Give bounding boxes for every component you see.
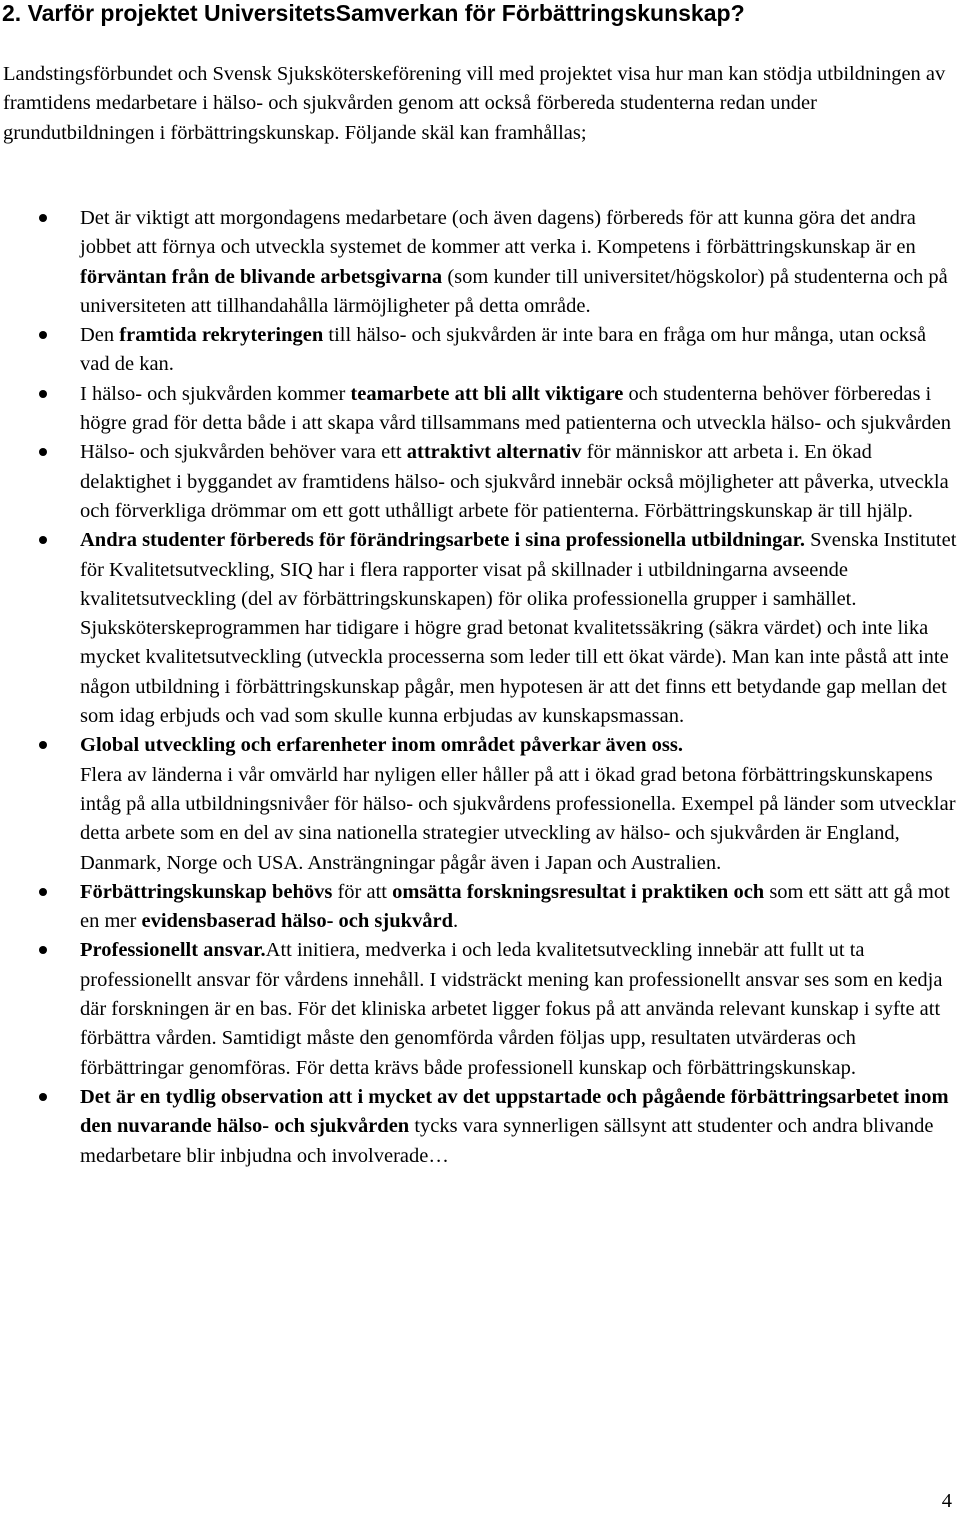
bullet-icon	[39, 946, 47, 954]
list-item: Det är en tydlig observation att i mycket av det uppstartade och pågående förbättringsarbetet inom den nuvarande hälso- och sjukvården tycks vara synnerligen sällsynt att studenter och andra blivande medarbetare blir inbjudna och involverade…	[0, 1083, 960, 1171]
intro-paragraph: Landstingsförbundet och Svensk Sjuksköterskeförening vill med projektet visa hur man kan stödja utbildningen av framtidens medarbetare i hälso- och sjukvården genom att också förbereda studenterna redan under grundutbildningen i förbättringskunskap. Följande skäl kan framhållas;	[3, 63, 946, 144]
list-item: Professionellt ansvar.Att initiera, medverka i och leda kvalitetsutveckling innebär att fullt ut ta professionellt ansvar för vårdens innehåll. I vidsträckt mening kan professionellt ansvar ses som en kedja där forskningen är en bas. För det kliniska arbetet ligger fokus på att använda relevant kunskap i syfte att förbättra vården. Samtidigt måste den genomförda vården följas upp, resultaten utvärderas och förbättringar genomföras. För detta krävs både professionell kunskap och förbättringskunskap.	[0, 936, 960, 1082]
bullet-icon	[39, 536, 47, 544]
list-item: Andra studenter förbereds för förändringsarbete i sina professionella utbildningar. Svenska Institutet för Kvalitetsutveckling, SIQ har i flera rapporter visat på skillnader i utbildningarna avseende kvalitetsutveckling (del av förbättringskunskapen) för olika professionella grupper i samhället. Sjuksköterskeprogrammen har tidigare i högre grad betonat kvalitetssäkring (säkra värdet) och inte lika mycket kvalitetsutveckling (utveckla processerna som leder till ett ökat värde). Man kan inte påstå att inte någon utbildning i förbättringskunskap pågår, men hypotesen är att det finns ett betydande gap mellan det som idag erbjuds och vad som skulle kunna erbjudas av kunskapsmassan.	[0, 526, 960, 731]
list-item: Den framtida rekryteringen till hälso- och sjukvården är inte bara en fråga om hur många, utan också vad de kan.	[0, 321, 960, 380]
list-item: Förbättringskunskap behövs för att omsätta forskningsresultat i praktiken och som ett sätt att gå mot en mer evidensbaserad hälso- och sjukvård.	[0, 878, 960, 937]
list-item: Global utveckling och erfarenheter inom området påverkar även oss. Flera av länderna i vår omvärld har nyligen eller håller på att i ökad grad betona förbättringskunskapens intåg på alla utbildningsnivåer för hälso- och sjukvårdens professionella. Exempel på länder som utvecklar detta arbete som en del av sina nationella strategier utveckling av hälso- och sjukvården är England, Danmark, Norge och USA. Ansträngningar pågår även i Japan och Australien.	[0, 731, 960, 877]
page-number: 4	[941, 1490, 952, 1512]
list-item: Det är viktigt att morgondagens medarbetare (och även dagens) förbereds för att kunna göra det andra jobbet att förnya och utveckla systemet de kommer att verka i. Kompetens i förbättringskunskap är en förväntan från de blivande arbetsgivarna (som kunder till universitet/högskolor) på studenterna och på universiteten att tillhandahålla lärmöjligheter på detta område.	[0, 204, 960, 321]
bullet-icon	[39, 214, 47, 222]
bullet-icon	[39, 390, 47, 398]
bullet-icon	[39, 888, 47, 896]
section-heading: 2. Varför projektet UniversitetsSamverkan för Förbättringskunskap?	[2, 0, 745, 26]
bullet-icon	[39, 448, 47, 456]
reasons-list	[0, 204, 960, 1171]
bullet-icon	[39, 741, 47, 749]
list-item: Hälso- och sjukvården behöver vara ett attraktivt alternativ för människor att arbeta i. En ökad delaktighet i byggandet av framtidens hälso- och sjukvård innebär också möjligheter att påverka, utveckla och förverkliga drömmar om ett gott uthålligt arbete för patienterna. Förbättringskunskap är till hjälp.	[0, 438, 960, 526]
bullet-icon	[39, 1093, 47, 1101]
list-item: I hälso- och sjukvården kommer teamarbete att bli allt viktigare och studenterna behöver förberedas i högre grad för detta både i att skapa vård tillsammans med patienterna och utveckla hälso- och sjukvården	[0, 380, 960, 439]
bullet-icon	[39, 331, 47, 339]
